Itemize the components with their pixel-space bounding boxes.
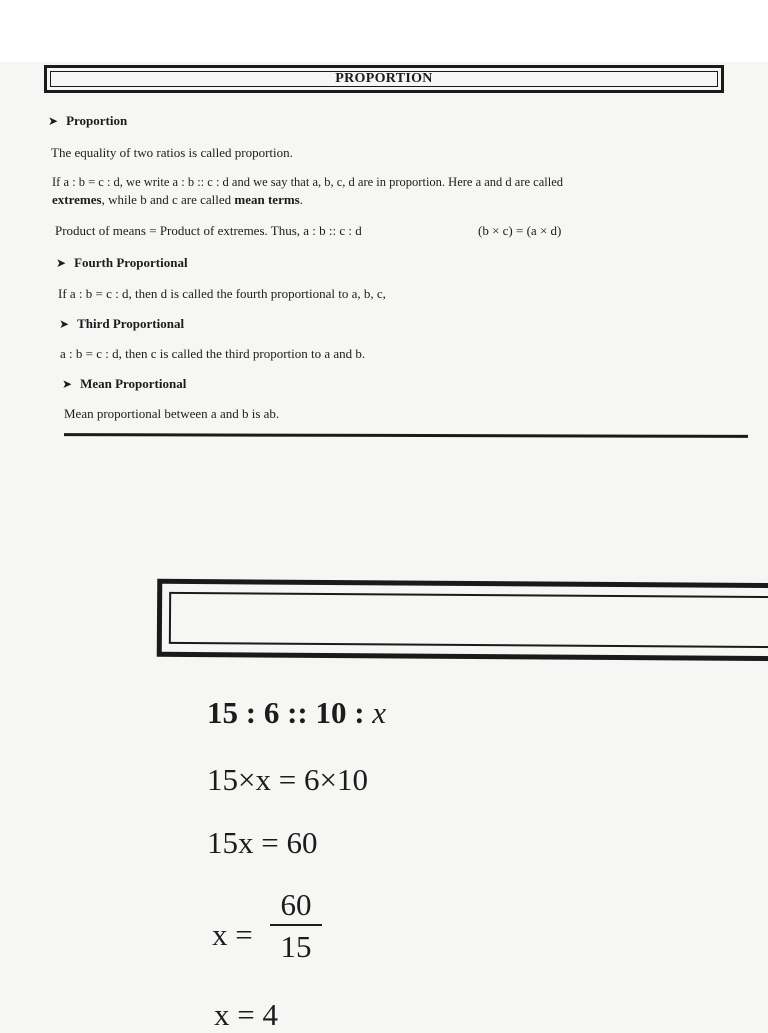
step-1-variable: x bbox=[372, 695, 387, 730]
mean-terms-term: mean terms bbox=[234, 192, 300, 207]
fourth-proportional-heading: Fourth Proportional bbox=[74, 255, 188, 270]
fraction-bar bbox=[270, 924, 322, 926]
mean-heading-row bbox=[62, 376, 186, 392]
extremes-term: extremes bbox=[52, 192, 102, 207]
fraction-numerator: 60 bbox=[280, 887, 312, 922]
step-4-fraction bbox=[270, 888, 322, 964]
title-box bbox=[44, 65, 724, 93]
title-inner-frame bbox=[50, 71, 718, 87]
product-formula: (b × c) = (a × d) bbox=[478, 223, 562, 238]
if-line-1: If a : b = c : d, we write a : b :: c : d and we say that a, b, c, d are in proportion. Here a and d are called bbox=[52, 175, 564, 189]
step-5: x = 4 bbox=[214, 997, 278, 1032]
arrowhead-bullet-icon: ➤ bbox=[59, 317, 70, 331]
arrowhead-bullet-icon: ➤ bbox=[56, 256, 67, 270]
arrowhead-bullet-icon: ➤ bbox=[62, 377, 73, 391]
third-proportional-text: a : b = c : d, then c is called the third proportion to a and b. bbox=[60, 346, 366, 361]
step-4-lhs: x = bbox=[212, 917, 253, 952]
solution-header-inner-frame bbox=[169, 592, 768, 648]
fourth-proportional-text: If a : b = c : d, then d is called the fourth proportional to a, b, c, bbox=[58, 286, 386, 301]
top-margin bbox=[0, 0, 768, 62]
mean-proportional-heading: Mean Proportional bbox=[80, 376, 187, 391]
proportion-heading-row bbox=[48, 113, 127, 129]
while-text: , while b and c are called bbox=[101, 192, 235, 207]
proportion-definition: The equality of two ratios is called proportion. bbox=[51, 145, 293, 160]
arrowhead-bullet-icon: ➤ bbox=[48, 114, 59, 128]
section-divider bbox=[64, 433, 748, 438]
solution-header-box bbox=[157, 579, 768, 661]
mean-proportional-text: Mean proportional between a and b is ab. bbox=[64, 406, 280, 421]
section-title: PROPORTION bbox=[335, 71, 433, 86]
fraction-denominator: 15 bbox=[280, 929, 312, 964]
step-2: 15×x = 6×10 bbox=[207, 762, 368, 797]
third-proportional-heading: Third Proportional bbox=[77, 316, 185, 331]
step-1-numbers: 15 : 6 :: 10 : bbox=[207, 695, 373, 730]
third-heading-row bbox=[59, 316, 184, 332]
if-line-2 bbox=[52, 192, 303, 208]
period: . bbox=[299, 192, 303, 207]
fourth-heading-row bbox=[56, 255, 188, 271]
proportion-heading: Proportion bbox=[66, 113, 128, 128]
step-3: 15x = 60 bbox=[207, 825, 318, 860]
step-1 bbox=[207, 695, 386, 731]
product-line: Product of means = Product of extremes. Thus, a : b :: c : d bbox=[55, 223, 362, 238]
